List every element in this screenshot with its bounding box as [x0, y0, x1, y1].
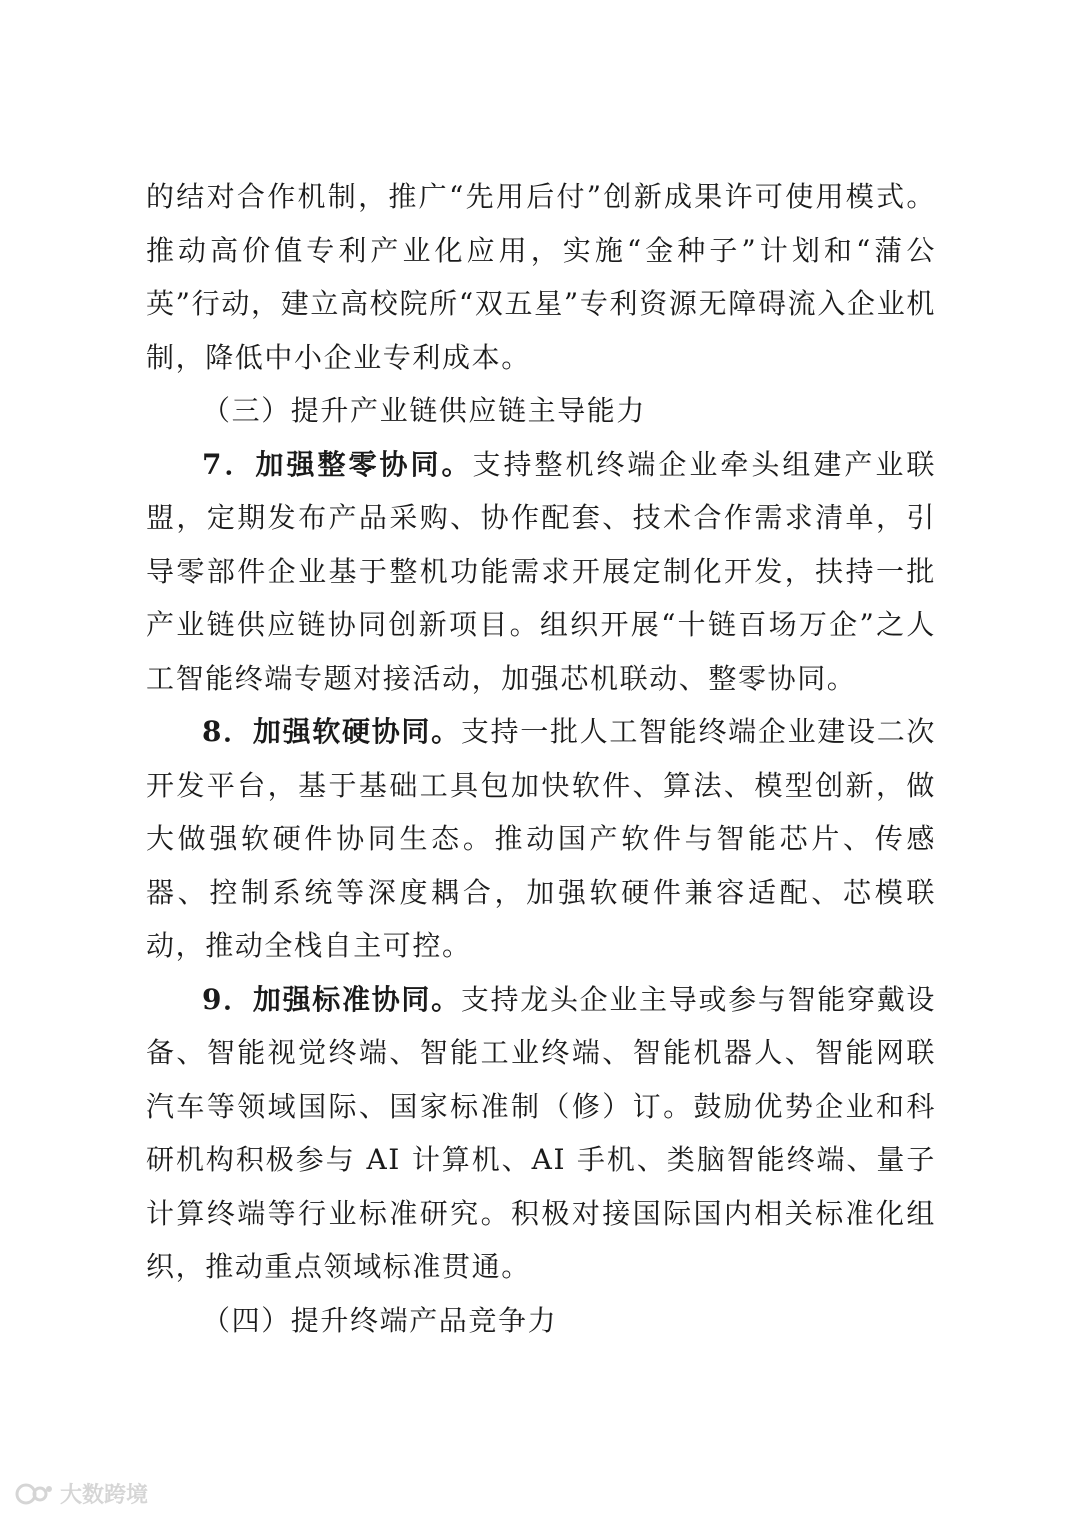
brand-logo-icon	[14, 1480, 54, 1508]
document-page	[146, 170, 936, 1347]
item-7-paragraph	[146, 438, 936, 706]
section-heading-4: （四）提升终端产品竞争力	[202, 1303, 558, 1337]
item-9-title: 9．加强标准协同。	[202, 982, 461, 1016]
item-7-body: 支持整机终端企业牵头组建产业联盟，定期发布产品采购、协作配套、技术合作需求清单，引导零部件企业基于整机功能需求开展定制化开发，扶持一批产业链供应链协同创新项目。组织开展“十链百场万企”之人工智能终端专题对接活动，加强芯机联动、整零协同。	[146, 447, 936, 695]
item-9-body: 支持龙头企业主导或参与智能穿戴设备、智能视觉终端、智能工业终端、智能机器人、智能网联汽车等领域国际、国家标准制（修）订。鼓励优势企业和科研机构积极参与 AI 计算机、AI 手机、类脑智能终端、量子计算终端等行业标准研究。积极对接国际国内相关标准化组织，推动重点领域标准贯通。	[146, 982, 936, 1283]
item-8-paragraph	[146, 705, 936, 973]
watermark	[14, 1478, 148, 1509]
item-8-title: 8．加强软硬协同。	[202, 715, 461, 748]
section-heading-3: （三）提升产业链供应链主导能力	[202, 394, 647, 427]
item-8-body: 支持一批人工智能终端企业建设二次开发平台，基于基础工具包加快软件、算法、模型创新，做大做强软硬件协同生态。推动国产软件与智能芯片、传感器、控制系统等深度耦合，加强软硬件兼容适配、芯模联动，推动全栈自主可控。	[146, 715, 936, 962]
item-9-paragraph	[146, 973, 936, 1294]
item-7-title: 7．加强整零协同。	[202, 447, 473, 481]
watermark-text: 大数跨境	[60, 1483, 149, 1508]
paragraph-continuation: 的结对合作机制，推广“先用后付”创新成果许可使用模式。推动高价值专利产业化应用，实施“金种子”计划和“蒲公英”行动，建立高校院所“双五星”专利资源无障碍流入企业机制，降低中小企业专利成本。	[146, 180, 936, 374]
